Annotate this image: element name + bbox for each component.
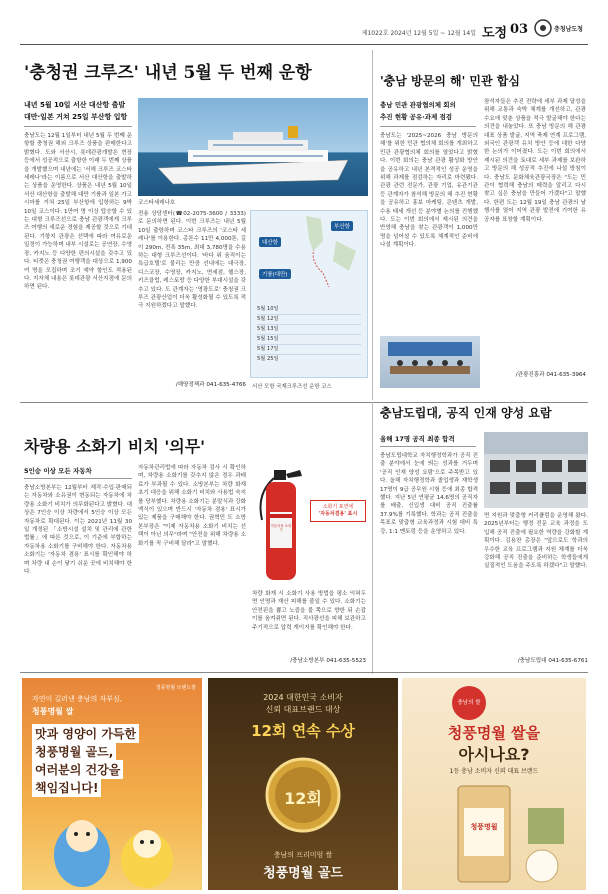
page-number: 03 — [510, 22, 529, 37]
cruise-headline: '충청권 크루즈' 내년 5월 두 번째 운항 — [24, 63, 312, 83]
ad1-line1: 자연이 길러낸 충남의 자부심, — [32, 695, 123, 703]
cruise-map-caption: 서산 모항 국제크루즈선 운항 코스 — [252, 384, 332, 390]
issue-line: 제1022호 2024년 12월 5일 ~ 12월 14일 — [361, 30, 476, 37]
jobs-headline: 충남도립대, 공직 인재 양성 요람 — [380, 406, 552, 420]
extinguisher-credit: /충남소방본부 041-635-5523 — [290, 658, 366, 664]
rice-ad-1 — [22, 678, 202, 890]
visit-body-left: 충남도는 '2025~2026 충남 방문의 해'를 위한 민관 협의체 회의를 개최하고 민관 관광협의체 회의를 열었다고 밝혔다. 이번 회의는 충남 관광 활성화 방안을 공유하고 내년 본격적인 성공 운영을 위해 과제를 점검하는 자리로 마련됐다. 관광 관련 전문가, 관광 기업, 유관기관 등 관계자가 참석해 방문의 해 추진 현황을 공유하고 홍보 마케팅, 콘텐츠 개발, 수용 태세 개선 등 분야별 논의를 진행했다. 도는 이번 회의에서 제시된 의견을 반영해 충남을 찾는 관광객이 1,000만 명을 넘어설 수 있도록 체계적인 준비에 나설 계획이다. — [380, 133, 478, 249]
badge-line-1: 소화기 표면에 — [322, 504, 354, 510]
extinguisher-body-right: 차량 화재 시 소화기 사용 방법을 평소 익혀두면 인명과 재산 피해를 줄일 수 있다. 소화기는 안전핀을 뽑고 노즐을 불 쪽으로 향한 뒤 손잡이를 움켜쥐면 된다. 직사광선을 피해 보관하고 주기적으로 압력 게이지를 확인해야 한다. — [252, 591, 366, 631]
jobs-subhead: 올해 17명 공직 최종 합격 — [380, 435, 455, 443]
ad3-line2: 아시나요? — [458, 745, 530, 764]
ad3-line1: 청풍명월 쌀을 — [447, 724, 541, 742]
map-stop-3: 부산항 — [331, 221, 353, 231]
map-stop-2: 기륭(대만) — [259, 269, 291, 279]
extinguisher-subhead: 5인승 이상 모든 자동차 — [24, 467, 92, 475]
jobs-credit: /충남도립대 041-635-6761 — [517, 658, 588, 664]
rice-bag-icon — [402, 778, 586, 888]
extinguisher-badge — [310, 500, 366, 522]
ad1-line5: 여러분의 건강을 — [32, 760, 123, 779]
ad1-line2: 청풍명월 쌀 — [32, 707, 74, 716]
cruise-route-map — [250, 210, 368, 378]
cruise-subhead-2: 대만·일본 거쳐 25일 부산항 입항 — [24, 113, 128, 121]
ad2-medal-text: 12회 — [284, 789, 322, 808]
schedule-row: 5월 25일 — [257, 356, 279, 362]
meeting-room-icon — [380, 336, 480, 388]
ad1-logo: 청풍명월 브랜드쌀 — [155, 685, 196, 691]
ad2-line2: 신뢰 대표브랜드 대상 — [265, 705, 341, 714]
logo — [532, 16, 584, 40]
visit-subhead-2: 추진 현황 공유·과제 점검 — [380, 113, 453, 121]
visit-meeting-photo — [380, 336, 480, 388]
visit-credit: /관광진흥과 041-635-3964 — [515, 372, 586, 378]
ad2-line5: 청풍명월 골드 — [263, 866, 343, 881]
ad3-bag-label: 청풍명월 — [470, 823, 498, 831]
extinguisher-body-mid: 자동차관리법에 따라 자동차 검사 시 확인하며, 차량용 소화기를 갖추지 않은 경우 과태료가 부과될 수 있다. 소방본부는 차량 화재 초기 대응을 위해 소화기 비치와 사용법 숙지를 당부했다. 차량용 소화기는 분말식과 강화액식이 있으며 반드시 '자동차 겸용' 표시가 있는 제품을 구매해야 한다. 권혁민 도 소방본부장은 "이제 자동차용 소화기 비치는 선택이 아닌 의무"라며 "안전을 위해 차량용 소화기를 꼭 구비해 달라"고 말했다. — [138, 465, 246, 547]
cruise-body-left: 충남도는 12월 1일부터 내년 5월 두 번째 운항할 충청권 해외 크루즈 상품을 판매한다고 밝혔다. 도와 서산시, 롯데관광개발은 현장 등에서 성공적으로 출항한 이래 두 번째 상품을 개발했으며 내년에는 '서해 크루즈 코스타세레나'라는 이름으로 서산 대산항을 출발하는 상품을 운영한다. 상품은 내년 5월 10일 서산 대산항을 출발해 대만 기륭과 일본 가고시마를 거쳐 25일 부산항에 입항하는 9박 10일 코스이다. 1만여 명 이상 탑승할 수 있는 대형 크루즈선으로 충남 관광객에게 크루즈 여행의 새로운 경험을 제공할 것으로 기대된다. 기항지 관광은 선택에 따라 여유로운 일정이 가능하며 내부 시설로는 공연장, 수영장, 카지노 등 다양한 편의시설을 갖추고 있다. 티켓은 충청권 여행객을 대상으로 1,900여 명을 모집하며 조기 예약 할인도 적용된다. 지자체 내용은 롯데관광 서산지점에 문의하면 된다. — [24, 133, 132, 291]
ad3-line3: 1등 충남 소비자 신뢰 대표 브랜드 — [449, 768, 539, 775]
ad1-line4: 청풍명월 골드, — [32, 742, 116, 761]
jobs-classroom-photo — [484, 432, 588, 508]
rice-ad-2 — [208, 678, 398, 890]
cruise-body-mid: 전용 상담센터(☎02-2075-3600 / 3333)로 문의하면 된다. 이번 크루즈는 내년 5월 10일 출항하며 코스타 크루즈의 '코스타 세레나'를 이용한다. 총톤수 11만 4,000톤, 길이 290m, 전폭 35m, 최대 3,780명을 수용하는 대형 크루즈선이다. '바다 위 움직이는 특급호텔'로 불리는 만큼 선내에는 대극장, 디스코장, 수영장, 카지노, 면세점, 헬스장, 키즈클럽, 레스토랑 등 다양한 부대시설을 갖추고 있다. 도 관계자는 '영광도로' 충청권 크루즈 관광산업이 더욱 활성화될 수 있도록 적극 지원하겠다고 말했다. — [138, 211, 246, 310]
cruise-ship-icon — [138, 98, 368, 196]
logo-text: 충청남도청 — [554, 26, 583, 33]
cruise-credit: /해양정책과 041-635-4766 — [175, 382, 246, 388]
ad2-line3: 12회 연속 수상 — [251, 722, 355, 740]
jobs-body-left: 충남도립대학교 자치행정학과가 공직 진출 분야에서 눈에 띄는 성과를 거두며 '공직 인재 양성 요람'으로 주목받고 있다. 올해 자치행정학과 졸업생과 재학생 17명이 9급 공무원 시험 등에 최종 합격했다. 지난 5년 연평균 14.6명의 공직자를 배출, 신입생 대비 공직 진출률 37.9%를 기록했다. 학과는 공직 진출을 목표로 맞춤형 교육과정과 시험 대비 특강, 1:1 멘토링 등을 운영하고 있다. — [380, 453, 478, 535]
schedule-row: 5월 17일 — [257, 345, 361, 355]
section-name: 도정 — [482, 26, 508, 41]
badge-line-2: '자동차겸용' 표시 — [318, 511, 358, 517]
schedule-table — [257, 305, 361, 365]
ad2-line1: 2024 대한민국 소비자 — [263, 693, 343, 702]
visit-subhead-1: 충남 민관 관광협의체 회의 — [380, 101, 456, 109]
ad3-badge: 충남의 쌀 — [452, 686, 486, 720]
schedule-row: 5월 10일 — [257, 305, 361, 315]
rice-ad-3 — [402, 678, 586, 890]
cruise-photo-caption: 코스타세레나호 — [138, 200, 176, 206]
visit-body-right: 참석자들은 추진 전략에 세부 과제 달성을 위해 교통과 숙박 체계를 개선하고, 관광 수요에 맞춘 상품을 적극 발굴해야 한다는 의견을 내놓았다. 또 충남 방문의 해 관광 대표 상품 발굴, 지역 축제 연계 프로그램, 외국인 관광객 유치 방안 등에 대한 다양한 논의가 이어졌다. 도는 이번 회의에서 제시된 의견을 토대로 세부 과제를 보완하고 방문의 해 성공적 추진에 나설 방침이다. 충남도 문화체육관광국장은 "도는 민관이 협력해 충남의 매력을 알리고 다시 찾고 싶은 충남을 만들어 가겠다"고 말했다. 한편 도는 12월 19일 충남 관광의 날 행사를 열어 지역 관광 발전에 기여한 유공자를 표창할 계획이다. — [484, 99, 586, 223]
extinguisher-body-left: 충남소방본부는 12월부터 제작·수입·판매되는 자동차와 소유권이 변동되는 자동차에 차량용 소화기 비치가 의무화된다고 밝혔다. 대상은 7인승 이상 차량에서 5인승 이상 모든 자동차로 확대된다. 이는 2021년 11월 30일 개정된 「소방시설 설치 및 관리에 관한 법률」에 따른 것으로, 이 기준에 부합하는 자동차용 소화기를 구비해야 한다. 자동차용 소화기는 '자동차 겸용' 표시를 확인해야 하며 차량 내 손이 닿기 쉬운 곳에 비치해야 한다. — [24, 485, 132, 576]
schedule-row: 5월 12일 — [257, 315, 361, 325]
cruise-subhead-1: 내년 5월 10일 서산 대산항 출발 — [24, 101, 126, 109]
visit-headline: '충남 방문의 해' 민관 합심 — [380, 74, 520, 88]
jobs-body-right: 면 지원과 맞춤형 커리큘럼을 운영해 왔다. 2025년부터는 행정 전문 교육 과정을 도입해 공직 진출에 필요한 역량을 강화할 계획이다. 김용찬 총장은 "앞으로도 학과의 우수한 교육 프로그램과 지원 체계를 더욱 강화해 공직 진출을 준비하는 학생들에게 실질적인 도움을 주도록 하겠다"고 말했다. — [484, 513, 588, 570]
map-stop-1: 대산항 — [259, 237, 281, 247]
ad2-line4: 충남의 프리미엄 쌀 — [273, 851, 333, 859]
ad1-line3: 맛과 영양이 가득한 — [32, 724, 139, 743]
extinguisher-label: 자동차용 소화기 — [270, 524, 292, 532]
cruise-ship-photo — [138, 98, 368, 196]
extinguisher-headline: 차량용 소화기 비치 '의무' — [24, 437, 206, 456]
classroom-icon — [484, 432, 588, 508]
schedule-row: 5월 15일 — [257, 335, 361, 345]
schedule-row: 5월 13일 — [257, 325, 361, 335]
ad1-line6: 책임집니다! — [32, 778, 101, 797]
mascot-characters-icon — [22, 800, 202, 890]
fire-extinguisher-illustration — [252, 464, 308, 584]
